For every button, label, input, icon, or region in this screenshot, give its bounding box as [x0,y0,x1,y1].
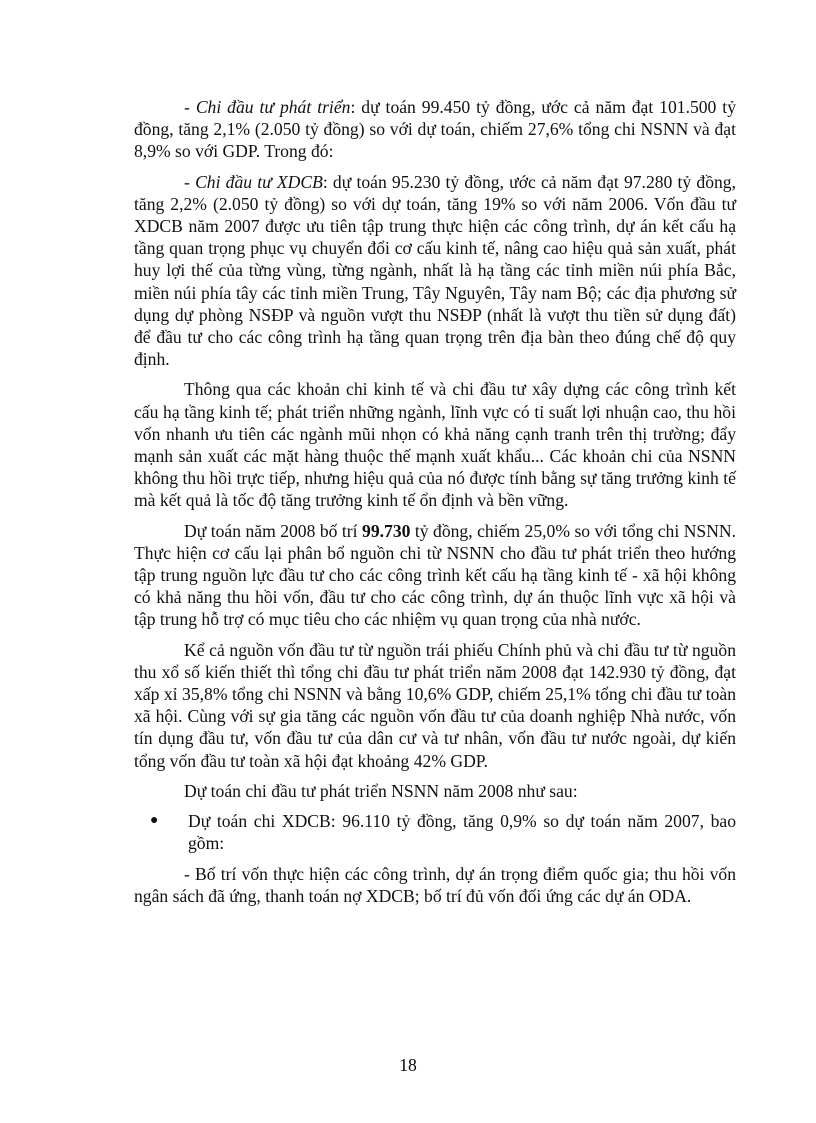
text: : dự toán 95.230 tỷ đồng, ước cả năm đạt 97.280 tỷ đồng, tăng 2,2% (2.050 tỷ đồng) so với dự toán, tăng 19% so với năm 2006. Vốn đầu tư XDCB năm 2007 được ưu tiên tập trung thực hiện các công trình, dự án kết cấu hạ tầng quan trọng phục vụ chuyển đổi cơ cấu kinh tế, nâng cao hiệu quả sản xuất, phát huy lợi thế của từng vùng, từng ngành, nhất là hạ tầng các tỉnh miền núi phía Bắc, miền núi phía tây các tỉnh miền Trung, Tây Nguyên, Tây nam Bộ; các địa phương sử dụng dự phòng NSĐP và nguồn vượt thu NSĐP (nhất là vượt thu tiền sử dụng đất) để đầu tư cho các công trình hạ tầng quan trọng trên địa bàn theo đúng chế độ quy định. [134,171,736,370]
bullet-text: Dự toán chi XDCB: 96.110 tỷ đồng, tăng 0,9% so dự toán năm 2007, bao gồm: [188,811,736,854]
text: : dự toán 99.450 tỷ đồng, ước cả năm đạt 101.500 tỷ đồng, tăng 2,1% (2.050 tỷ đồng) so với dự toán, chiếm 27,6% tổng chi NSNN và đạt 8,9% so với GDP. Trong đó: [134,97,736,162]
term-dev-investment: Chi đầu tư phát triển [195,97,351,117]
term-xdcb: Chi đầu tư XDCB [195,171,323,192]
paragraph-xdcb [134,171,736,371]
text: Dự toán năm 2008 bố trí [184,520,363,541]
dash: - [184,97,196,117]
paragraph-economic-spending: Thông qua các khoản chi kinh tế và chi đầu tư xây dựng các công trình kết cấu hạ tầng kinh tế; phát triển những ngành, lĩnh vực có tỉ suất lợi nhuận cao, thu hồi vốn nhanh ưu tiên các ngành mũi nhọn có khả năng cạnh tranh trên thị trường; đẩy mạnh sản xuất các mặt hàng thuộc thế mạnh xuất khẩu... Các khoản chi của NSNN không thu hồi trực tiếp, nhưng hiệu quả của nó được tính bằng sự tăng trưởng kinh tế mà kết quả là tốc độ tăng trưởng kinh tế ổn định và bền vững. [134,379,736,511]
paragraph-total-investment: Kể cả nguồn vốn đầu tư từ nguồn trái phiếu Chính phủ và chi đầu tư từ nguồn thu xổ số kiến thiết thì tổng chi đầu tư phát triển năm 2008 đạt 142.930 tỷ đồng, đạt xấp xỉ 35,8% tổng chi NSNN và bằng 10,6% GDP, chiếm 25,1% tổng chi đầu tư toàn xã hội. Cùng với sự gia tăng các nguồn vốn đầu tư của doanh nghiệp Nhà nước, vốn tín dụng đầu tư, vốn đầu tư của dân cư và tư nhân, vốn đầu tư nước ngoài, dự kiến tổng vốn đầu tư toàn xã hội đạt khoảng 42% GDP. [134,639,736,771]
text: tỷ đồng, chiếm 25,0% so với tổng chi NSNN. Thực hiện cơ cấu lại phân bổ nguồn chi từ NSNN cho đầu tư phát triển theo hướng tập trung nguồn lực đầu tư cho các công trình kết cấu hạ tầng kinh tế - xã hội không có khả năng thu hồi vốn, đầu tư cho các công trình, dự án thuộc lĩnh vực xã hội và tập trung hỗ trợ có mục tiêu cho các nhiệm vụ quan trọng của nhà nước. [134,520,736,630]
page-number: 18 [399,1055,417,1075]
paragraph-budget-intro: Dự toán chi đầu tư phát triển NSNN năm 2008 như sau: [184,780,578,801]
paragraph-budget-2008 [134,520,736,631]
document-page [134,96,736,915]
paragraph-allocation: - Bố trí vốn thực hiện các công trình, dự án trọng điểm quốc gia; thu hồi vốn ngân sách đã ứng, thanh toán nợ XDCB; bố trí đủ vốn đối ứng các dự án ODA. [134,863,736,906]
dash: - [184,171,196,192]
paragraph-dev-investment [134,96,736,163]
bullet-dot-icon: ● [150,813,159,829]
bold-amount: 99.730 [362,520,411,541]
bullet-item [134,810,736,854]
